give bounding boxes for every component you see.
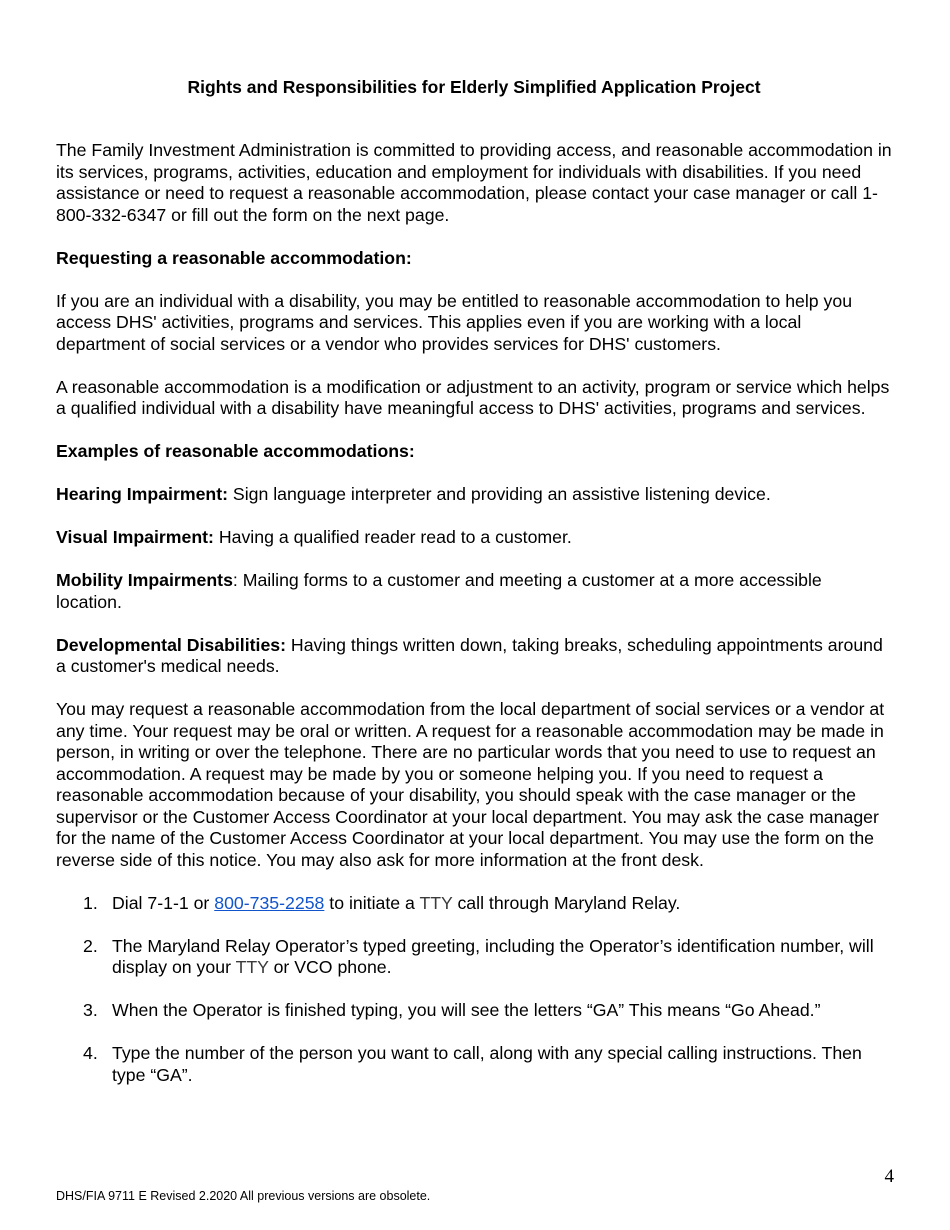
examples-heading: Examples of reasonable accommodations: [56,441,415,461]
step-number: 4. [83,1043,98,1063]
tty-term: TTY [235,957,269,977]
step-text: Type the number of the person you want to call, along with any special calling instructions. Then type “GA”. [112,1043,862,1085]
step-text: or VCO phone. [268,957,392,977]
example-label: Developmental Disabilities: [56,634,287,655]
example-label: Hearing Impairment: [56,484,228,504]
step-number: 2. [83,935,98,956]
list-item [56,1000,892,1022]
intro-paragraph: The Family Investment Administration is committed to providing access, and reasonable accommodation in its services, programs, activities, education and employment for individuals with disabilities. If you need assistance or need to request a reasonable accommodation, please contact your case manager or call 1-800-332-6347 or fill out the form on the next page. [56,140,892,225]
request-paragraph: You may request a reasonable accommodation from the local department of social services or a vendor at any time. Your request may be oral or written. A request for a reasonable accommodation may be made in person, in writing or over the telephone. There are no particular words that you need to use to request an accommodation. A request may be made by you or someone helping you. If you need to request a reasonable accommodation because of your disability, you should speak with the case manager or the supervisor or the Customer Access Coordinator at your local department. You may ask the case manager for the name of the Customer Access Coordinator at your local department. You may use the form on the reverse side of this notice. You may also ask for more information at the front desk. [56,699,885,870]
form-footer: DHS/FIA 9711 E Revised 2.2020 All previous versions are obsolete. [56,1189,431,1203]
example-text: Having a qualified reader read to a customer. [213,527,572,547]
requesting-heading: Requesting a reasonable accommodation: [56,247,412,268]
step-text: call through Maryland Relay. [452,892,681,913]
requesting-paragraph-2: A reasonable accommodation is a modification or adjustment to an activity, program or service which helps a qualified individual with a disability have meaningful access to DHS' activities, programs and services. [56,376,890,418]
step-text: When the Operator is finished typing, you will see the letters “GA” This means “Go Ahead.” [112,1000,821,1020]
step-text: to initiate a [324,892,420,913]
example-hearing [56,484,892,506]
relay-steps-list [56,893,892,1087]
document-page [56,75,892,1108]
step-number: 3. [83,1000,98,1020]
example-label: Visual Impairment: [56,527,214,547]
step-text: The Maryland Relay Operator’s typed greeting, including the Operator’s identification number, will display on your [112,935,874,977]
step-number: 1. [83,892,98,913]
example-text: Having things written down, taking breaks, scheduling appointments around a customer's medical needs. [56,634,883,676]
step-text: Dial 7-1-1 or [112,892,215,913]
relay-phone-link[interactable]: 800-735-2258 [214,892,325,913]
example-developmental [56,635,892,678]
example-label: Mobility Impairments [56,570,233,590]
tty-term: TTY [419,892,453,913]
document-title: Rights and Responsibilities for Elderly Simplified Application Project [187,77,761,97]
list-item [56,936,892,979]
example-text: : Mailing forms to a customer and meeting a customer at a more accessible location. [56,570,822,612]
requesting-paragraph-1: If you are an individual with a disability, you may be entitled to reasonable accommodation to help you access DHS' activities, programs and services. This applies even if you are working with a local department of social services or a vendor who provides services for DHS' customers. [56,290,853,354]
list-item [56,893,892,915]
example-mobility [56,570,892,613]
list-item [56,1043,892,1086]
example-text: Sign language interpreter and providing an assistive listening device. [228,484,771,504]
page-number: 4 [884,1166,894,1187]
example-visual [56,527,892,549]
